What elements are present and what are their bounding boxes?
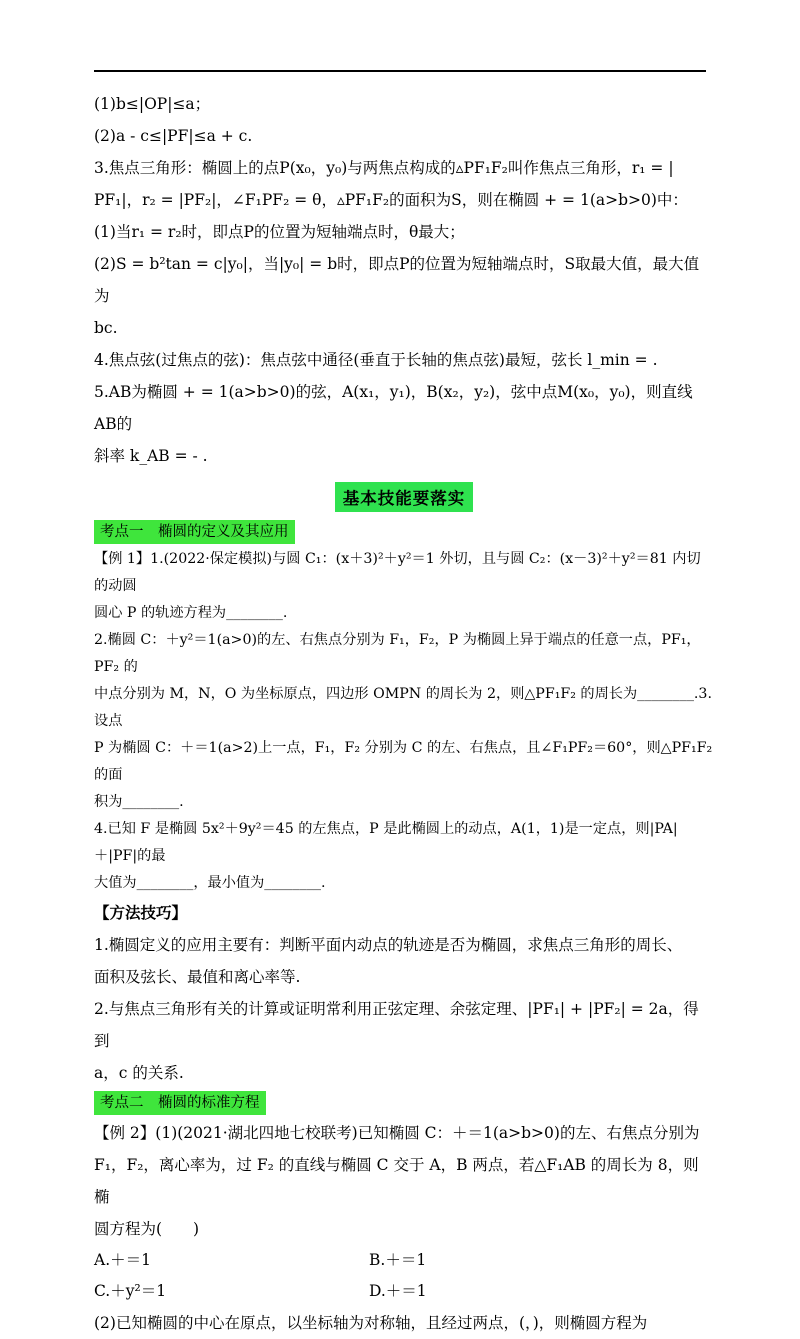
method-line: 1.椭圆定义的应用主要有：判断平面内动点的轨迹是否为椭圆，求焦点三角形的周长、 xyxy=(94,936,683,954)
text-line: (2)a - c≤|PF|≤a + c. xyxy=(94,127,253,145)
choice-a: A.＋＝1 xyxy=(94,1251,151,1269)
example-2-line: 圆方程为( ) xyxy=(94,1220,200,1238)
method-title: 【方法技巧】 xyxy=(94,904,188,922)
example-2-line: F₁，F₂，离心率为，过 F₂ 的直线与椭圆 C 交于 A，B 两点，若△F₁AB 的周长为 8，则椭 xyxy=(94,1156,699,1206)
method-line: 2.与焦点三角形有关的计算或证明常利用正弦定理、余弦定理、|PF₁| + |PF₂| = 2a，得到 xyxy=(94,1000,699,1050)
section-banner-wrap xyxy=(94,482,714,512)
text-line: 4.焦点弦(过焦点的弦)：焦点弦中通径(垂直于长轴的焦点弦)最短，弦长 l_min = . xyxy=(94,351,658,369)
header-rule xyxy=(94,70,706,72)
choice-c: C.＋y²＝1 xyxy=(94,1282,167,1300)
example-1-line: 积为________. xyxy=(94,794,184,810)
example-1-line: P 为椭圆 C：＋＝1(a>2)上一点，F₁，F₂ 分别为 C 的左、右焦点，且∠F₁PF₂＝60°，则△PF₁F₂ 的面 xyxy=(94,740,713,783)
topic-tag-1: 考点一 椭圆的定义及其应用 xyxy=(94,520,295,544)
choice-b: B.＋＝1 xyxy=(369,1251,427,1269)
example-2-part-2: (2)已知椭圆的中心在原点，以坐标轴为对称轴，且经过两点，(，)，则椭圆方程为 xyxy=(94,1314,648,1332)
document-body xyxy=(94,88,714,1339)
example-1-line: 4.已知 F 是椭圆 5x²＋9y²＝45 的左焦点，P 是此椭圆上的动点，A(1，1)是一定点，则|PA|＋|PF|的最 xyxy=(94,821,678,864)
text-line: (1)当r₁ = r₂时，即点P的位置为短轴端点时，θ最大； xyxy=(94,223,465,241)
answer-choices xyxy=(94,1245,714,1307)
method-line: 面积及弦长、最值和离心率等. xyxy=(94,968,301,986)
method-line: a，c 的关系. xyxy=(94,1064,184,1082)
example-1-line: 圆心 P 的轨迹方程为________. xyxy=(94,605,288,621)
section-title: 基本技能要落实 xyxy=(335,482,474,512)
example-1-line: 2.椭圆 C：＋y²＝1(a>0)的左、右焦点分别为 F₁，F₂，P 为椭圆上异于端点的任意一点，PF₁，PF₂ 的 xyxy=(94,632,701,675)
example-1-line: 大值为________，最小值为________. xyxy=(94,875,326,891)
text-line: (2)S = b²tan = c|y₀|，当|y₀| = b时，即点P的位置为短轴端点时，S取最大值，最大值为 xyxy=(94,255,700,305)
text-line: PF₁|，r₂ = |PF₂|，∠F₁PF₂ = θ，▵PF₁F₂的面积为S，则在椭圆 + = 1(a>b>0)中： xyxy=(94,191,688,209)
text-line: bc. xyxy=(94,319,118,337)
example-1-line: 中点分别为 M，N，O 为坐标原点，四边形 OMPN 的周长为 2，则△PF₁F₂ 的周长为________.3.设点 xyxy=(94,686,712,729)
text-line: (1)b≤|OP|≤a； xyxy=(94,95,211,113)
text-line: 3.焦点三角形：椭圆上的点P(x₀，y₀)与两焦点构成的▵PF₁F₂叫作焦点三角形，r₁ = | xyxy=(94,159,674,177)
choice-d: D.＋＝1 xyxy=(369,1282,427,1300)
topic-tag-2: 考点二 椭圆的标准方程 xyxy=(94,1091,266,1115)
text-line: 斜率 k_AB = - . xyxy=(94,447,208,465)
example-1-line: 【例 1】1.(2022·保定模拟)与圆 C₁：(x＋3)²＋y²＝1 外切，且与圆 C₂：(x－3)²＋y²＝81 内切的动圆 xyxy=(94,551,701,594)
example-2-line: 【例 2】(1)(2021·湖北四地七校联考)已知椭圆 C：＋＝1(a>b>0)的左、右焦点分别为 xyxy=(94,1124,700,1142)
text-line: 5.AB为椭圆 + = 1(a>b>0)的弦，A(x₁，y₁)，B(x₂，y₂)，弦中点M(x₀，y₀)，则直线AB的 xyxy=(94,383,693,433)
